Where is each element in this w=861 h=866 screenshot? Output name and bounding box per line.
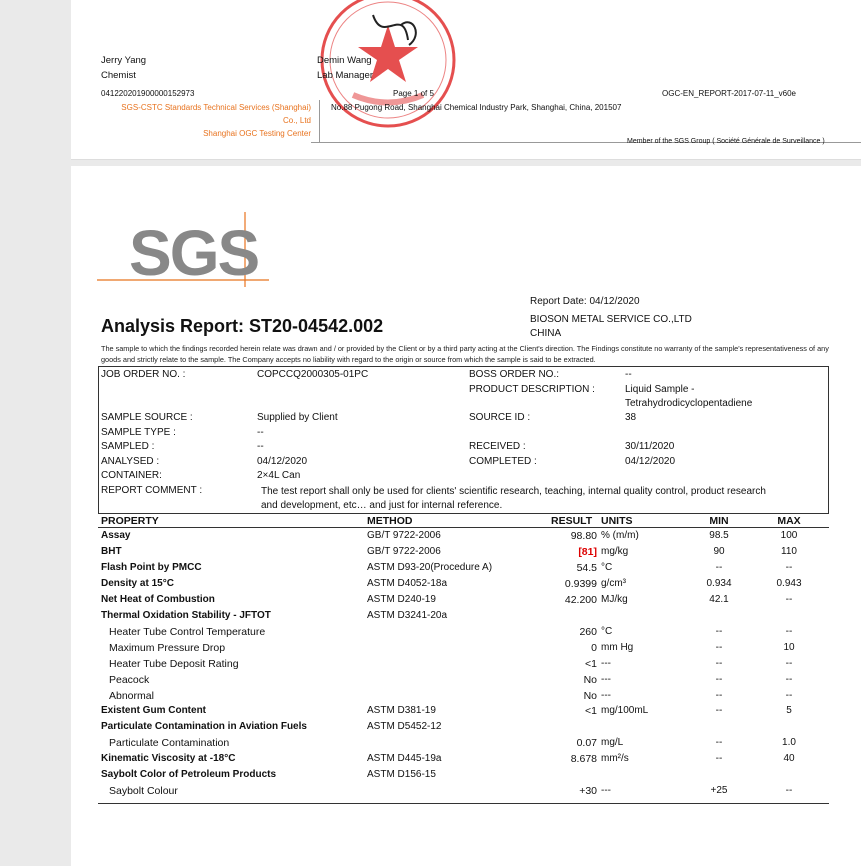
row-units: ---	[601, 785, 611, 797]
header-min: MIN	[709, 515, 729, 527]
row-property: Particulate Contamination	[109, 737, 230, 750]
row-result: 42.200	[564, 593, 597, 606]
row-min: --	[715, 625, 723, 637]
row-property: BHT	[101, 545, 122, 557]
row-max: --	[785, 689, 793, 701]
row-min: --	[715, 657, 723, 669]
sgs-logo	[97, 212, 269, 287]
row-max: --	[785, 673, 793, 685]
row-min: +25	[710, 785, 728, 797]
row-property: Existent Gum Content	[101, 705, 207, 717]
row-units: % (m/m)	[601, 530, 639, 541]
row-property: Kinematic Viscosity at -18°C	[101, 753, 236, 765]
signer1-name: Jerry Yang	[101, 55, 147, 66]
completed-label: COMPLETED :	[469, 456, 537, 467]
table-bottom-rule	[98, 803, 829, 804]
row-min: 90	[713, 545, 725, 557]
row-property: Thermal Oxidation Stability - JFTOT	[101, 609, 271, 621]
row-method: ASTM D381-19	[367, 705, 436, 717]
row-property: Peacock	[109, 673, 150, 686]
row-result: No	[583, 689, 597, 702]
company-address: No.88 Pugong Road, Shanghai Chemical Industry Park, Shanghai, China, 201507	[331, 103, 622, 112]
row-max: 1.0	[782, 737, 796, 749]
header-units: UNITS	[601, 515, 633, 527]
row-property: Abnormal	[109, 689, 154, 702]
info-right-rule	[828, 366, 829, 513]
received-value: 30/11/2020	[625, 441, 675, 452]
report-title: Analysis Report: ST20-04542.002	[101, 316, 384, 336]
row-units: mm²/s	[601, 753, 629, 765]
row-property: Density at 15°C	[101, 577, 174, 589]
row-property: Net Heat of Combustion	[101, 593, 215, 605]
row-units: mg/kg	[601, 545, 629, 557]
sample-type-label: SAMPLE TYPE :	[101, 427, 176, 438]
page-label: Page 1 of 5	[393, 89, 434, 98]
row-property: Saybolt Colour	[109, 785, 178, 798]
company-seal-stamp	[313, 0, 463, 135]
row-min: --	[715, 641, 723, 653]
header-property: PROPERTY	[101, 515, 159, 527]
sample-source-label: SAMPLE SOURCE :	[101, 412, 193, 423]
row-property: Flash Point by PMCC	[101, 561, 202, 573]
company-line2: Co., Ltd	[282, 116, 311, 125]
row-result: <1	[585, 705, 597, 718]
row-max: 110	[781, 545, 797, 557]
row-max: 5	[786, 705, 792, 717]
row-method: ASTM D156-15	[367, 769, 436, 781]
row-property: Heater Tube Deposit Rating	[109, 657, 239, 670]
row-result: 0.9399	[564, 577, 597, 590]
report-comment-label: REPORT COMMENT :	[101, 485, 203, 496]
row-units: MJ/kg	[601, 593, 628, 605]
row-max: --	[785, 625, 793, 637]
row-units: mm Hg	[601, 641, 634, 653]
header-max: MAX	[777, 515, 801, 527]
company-line3: Shanghai OGC Testing Center	[203, 129, 311, 138]
sample-source-value: Supplied by Client	[257, 412, 338, 423]
table-header-rule	[98, 527, 829, 528]
row-method: ASTM D3241-20a	[367, 609, 448, 621]
row-min: --	[715, 673, 723, 685]
info-left-rule	[98, 366, 99, 513]
row-property: Maximum Pressure Drop	[109, 641, 226, 654]
product-desc-value1: Liquid Sample -	[625, 384, 695, 395]
logo-text: SGS	[129, 217, 259, 287]
row-max: --	[785, 785, 793, 797]
analysed-value: 04/12/2020	[257, 456, 308, 467]
address-divider	[319, 100, 320, 142]
boss-order-label: BOSS ORDER NO.:	[469, 369, 560, 380]
company-line1: SGS-CSTC Standards Technical Services (Shanghai)	[121, 103, 311, 112]
container-value: 2×4L Can	[257, 470, 301, 481]
header-result: RESULT	[551, 515, 593, 527]
report-date: Report Date: 04/12/2020	[530, 296, 640, 307]
row-result: 98.80	[570, 530, 597, 542]
row-method: ASTM D445-19a	[367, 753, 442, 765]
row-property: Heater Tube Control Temperature	[109, 625, 266, 638]
signer2-title: Lab Manager	[317, 70, 373, 81]
row-max: --	[785, 657, 793, 669]
row-max: 100	[780, 530, 798, 541]
row-units: mg/L	[601, 737, 624, 749]
info-top-rule	[98, 366, 828, 367]
row-result: No	[583, 673, 597, 686]
row-result: 0.07	[576, 737, 597, 750]
row-min: 0.934	[706, 577, 732, 589]
container-label: CONTAINER:	[101, 470, 162, 481]
row-units: mg/100mL	[601, 705, 649, 717]
row-property: Assay	[101, 530, 131, 541]
product-desc-label: PRODUCT DESCRIPTION :	[469, 384, 595, 395]
row-max: 10	[783, 641, 795, 653]
source-id-label: SOURCE ID :	[469, 412, 531, 423]
row-method: GB/T 9722-2006	[367, 545, 441, 557]
row-units: ---	[601, 673, 611, 685]
signer1-title: Chemist	[101, 70, 136, 81]
info-bottom-rule	[98, 513, 829, 514]
row-min: 42.1	[709, 593, 729, 605]
job-order-value: COPCCQ2000305-01PC	[257, 369, 369, 380]
row-min: --	[715, 705, 723, 717]
row-method: ASTM D5452-12	[367, 721, 442, 733]
completed-value: 04/12/2020	[625, 456, 676, 467]
row-method: ASTM D240-19	[367, 593, 436, 605]
client-country: CHINA	[530, 328, 562, 339]
row-result: <1	[585, 657, 597, 670]
previous-page	[71, 0, 861, 160]
row-units: °C	[601, 561, 613, 573]
source-id-value: 38	[625, 412, 637, 423]
row-min: --	[715, 753, 723, 765]
row-units: ---	[601, 657, 611, 669]
row-result: 54.5	[576, 561, 597, 574]
row-units: ---	[601, 689, 611, 701]
row-result: 8.678	[570, 753, 597, 766]
boss-order-value: --	[625, 369, 632, 380]
row-result: +30	[579, 785, 597, 798]
row-max: 40	[783, 753, 795, 765]
row-min: --	[715, 737, 723, 749]
row-method: GB/T 9722-2006	[367, 530, 441, 541]
signer2-name: Demin Wang	[317, 55, 372, 66]
analysed-label: ANALYSED :	[101, 456, 160, 467]
barcode-number: 041220201900000152973	[101, 89, 195, 98]
sampled-value: --	[257, 441, 264, 452]
row-result: 0	[591, 641, 597, 654]
sampled-label: SAMPLED :	[101, 441, 155, 452]
row-min: --	[715, 561, 723, 573]
job-order-label: JOB ORDER NO. :	[101, 369, 186, 380]
report-code: OGC-EN_REPORT-2017-07-11_v60e	[662, 89, 796, 98]
row-max: --	[785, 593, 793, 605]
row-max: --	[785, 561, 793, 573]
received-label: RECEIVED :	[469, 441, 526, 452]
row-min: --	[715, 689, 723, 701]
row-method: ASTM D4052-18a	[367, 577, 448, 589]
row-property: Particulate Contamination in Aviation Fuels	[101, 721, 307, 733]
row-property: Saybolt Color of Petroleum Products	[101, 769, 277, 781]
disclaimer-text: The sample to which the findings recorded herein relate was drawn and / or provided by the Client or by a third party acting at the Client's direction. The Findings constitute no warranty of the sample's representativeness of any goods and strictly relate to the sample. The Company accepts no liability with regard to the origin or source from which the sample is said to be extracted.	[101, 344, 829, 364]
row-method: ASTM D93-20(Procedure A)	[367, 561, 493, 573]
client-name: BIOSON METAL SERVICE CO.,LTD	[530, 314, 692, 325]
product-desc-value2: Tetrahydrodicyclopentadiene	[625, 398, 753, 409]
sample-type-value: --	[257, 427, 264, 438]
member-text: Member of the SGS Group ( Société Générale de Surveillance )	[627, 138, 825, 145]
row-result: [81]	[578, 545, 597, 558]
report-comment-line1: The test report shall only be used for clients' scientific research, teaching, internal quality control, product research	[261, 486, 766, 497]
row-units: g/cm³	[601, 577, 626, 589]
header-method: METHOD	[367, 515, 413, 527]
report-page	[71, 166, 861, 866]
row-min: 98.5	[709, 530, 729, 541]
row-max: 0.943	[776, 577, 802, 589]
report-comment-line2: and development, etc… and just for internal reference.	[261, 500, 503, 511]
row-units: °C	[601, 625, 613, 637]
row-result: 260	[579, 625, 597, 638]
